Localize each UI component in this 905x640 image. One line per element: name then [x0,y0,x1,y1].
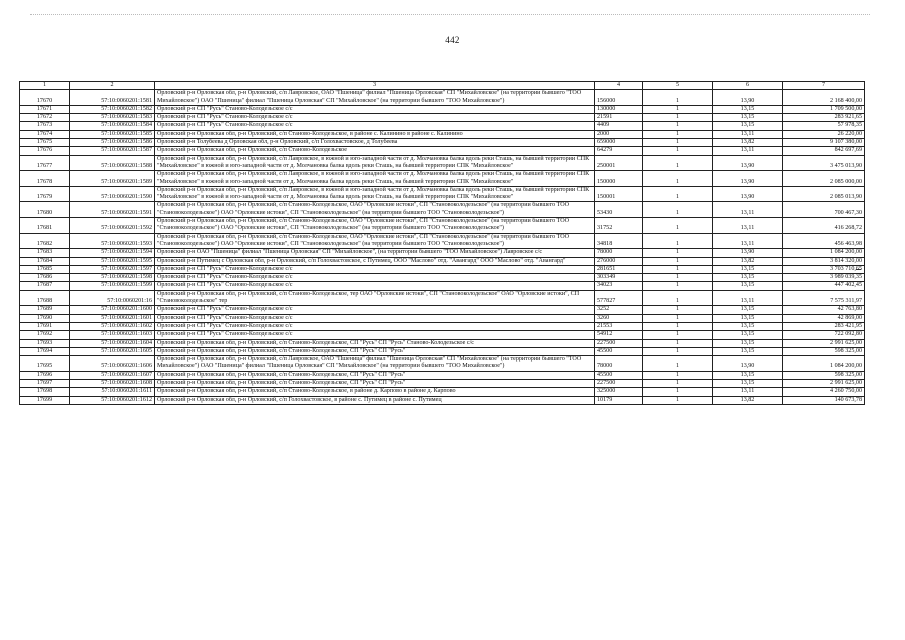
count-value: 1 [643,371,713,379]
location-description: Орловский р-н СП "Русь" Станово-Колодезьское с/с [155,274,595,282]
rate-value: 13,90 [713,249,783,257]
cadastral-number: 57:10:0060201:16 [70,290,155,306]
rate-value: 13,15 [713,322,783,330]
rate-value: 13,11 [713,388,783,396]
cost-value: 2 085 013,90 [783,186,865,202]
cost-value: 447 402,45 [783,282,865,290]
cadastral-number: 57:10:0060201:1601 [70,314,155,322]
area-value: 34818 [595,233,643,249]
rate-value: 13,15 [713,265,783,273]
cadastral-number: 57:10:0060201:1604 [70,339,155,347]
rate-value: 13,15 [713,347,783,355]
record-number: 17676 [20,147,70,155]
location-description: Орловский р-н Орловская обл, р-н Орловский, с/п Станово-Колодезьское, СП "Русь" СП "Русь" Станово-Колодезьское с/с [155,339,595,347]
record-number: 17690 [20,314,70,322]
location-description: Орловский р-н СП "Русь" Станово-Колодезьское с/с [155,314,595,322]
rate-value: 13,82 [713,396,783,404]
record-number: 17688 [20,290,70,306]
table-row [20,218,865,234]
table-row [20,306,865,314]
cadastral-number: 57:10:0060201:1587 [70,147,155,155]
area-value: 78000 [595,356,643,372]
record-number: 17675 [20,139,70,147]
record-number: 17685 [20,265,70,273]
table-row [20,147,865,155]
cost-value: 57 978,35 [783,122,865,130]
location-description: Орловский р-н СП "Русь" Станово-Колодезьское с/с [155,265,595,273]
column-header-4: 4 [595,82,643,90]
rate-value: 13,15 [713,331,783,339]
rate-value: 13,90 [713,186,783,202]
column-header-3: 3 [155,82,595,90]
area-value: 78000 [595,249,643,257]
area-value: 250001 [595,155,643,171]
count-value: 1 [643,347,713,355]
location-description: Орловский р-н ОАО "Пшеница" филиал "Пшеница Орловская" СП "Михайловское", (на территории бывшего "ТОО Михайловское") Лавровское с/с [155,249,595,257]
cost-value: 1 709 500,00 [783,105,865,113]
column-header-1: 1 [20,82,70,90]
cadastral-number: 57:10:0060201:1608 [70,379,155,387]
area-value: 276000 [595,257,643,265]
cadastral-number: 57:10:0060201:1592 [70,218,155,234]
cadastral-number: 57:10:0060201:1611 [70,388,155,396]
area-value: 54912 [595,331,643,339]
location-description: Орловский р-н Орловская обл, р-н Орловский, с/п Станово-Колодезьское, тер ОАО "Орловские истоки", СП "Становоколодезьское" ОАО "Орловские истоки", СП "Становоколодезьское" тер [155,290,595,306]
record-number: 17674 [20,130,70,138]
count-value: 1 [643,202,713,218]
count-value: 1 [643,282,713,290]
location-description: Орловский р-н Толубеева д Орловская обл, р-н Орловский, с/п Голохвастовское, д Толубеева [155,139,595,147]
scan-artifact-line [30,14,870,16]
count-value: 1 [643,114,713,122]
area-value: 45500 [595,347,643,355]
rate-value: 13,15 [713,314,783,322]
area-value: 3252 [595,306,643,314]
location-description: Орловский р-н Орловская обл, р-н Орловский, с/п Голохвастовское, в районе с. Путимец в районе с. Путимец [155,396,595,404]
area-value: 53430 [595,202,643,218]
record-number: 17670 [20,90,70,106]
cadastral-number: 57:10:0060201:1593 [70,233,155,249]
record-number: 17694 [20,347,70,355]
column-header-5: 5 [643,82,713,90]
record-number: 17680 [20,202,70,218]
rate-value: 13,15 [713,274,783,282]
cost-value: 722 092,80 [783,331,865,339]
table-row [20,388,865,396]
rate-value: 13,15 [713,379,783,387]
count-value: 1 [643,90,713,106]
record-number: 17679 [20,186,70,202]
count-value: 1 [643,388,713,396]
location-description: Орловский р-н Орловская обл, р-н Орловский, с/п Лавровское, ОАО "Пшеница" филиал "Пшеница Орловская" СП "Михайловское" (на территории бывшего "ТОО Михайловское") ОАО "Пшеница" филиал "Пшеница Орловская" СП "Михайловское" (на территории бывшего "ТОО Михайловское") [155,356,595,372]
table-row [20,331,865,339]
count-value: 1 [643,290,713,306]
cadastral-number: 57:10:0060201:1581 [70,90,155,106]
location-description: Орловский р-н СП "Русь" Станово-Колодезьское с/с [155,105,595,113]
area-value: 303349 [595,274,643,282]
cadastral-number: 57:10:0060201:1606 [70,356,155,372]
record-number: 17697 [20,379,70,387]
record-number: 17696 [20,371,70,379]
count-value: 1 [643,186,713,202]
record-number: 17687 [20,282,70,290]
cadastral-number: 57:10:0060201:1605 [70,347,155,355]
area-value: 325000 [595,388,643,396]
area-value: 150001 [595,186,643,202]
rate-value: 13,82 [713,257,783,265]
rate-value: 13,11 [713,130,783,138]
record-number: 17693 [20,339,70,347]
cadastral-number: 57:10:0060201:1598 [70,274,155,282]
location-description: Орловский р-н Путимец с Орловская обл, р-н Орловский, с/п Голохвастовское, с Путимец, ООО "Маслово" отд. "Авангард" ООО "Маслово" отд. "Авангард" [155,257,595,265]
cost-value: 2 168 400,00 [783,90,865,106]
table-row [20,356,865,372]
location-description: Орловский р-н Орловская обл, р-н Орловский, с/п Лавровское, ОАО "Пшеница" филиал "Пшеница Орловская" СП "Михайловское" (на территории бывшего "ТОО Михайловское") ОАО "Пшеница" филиал "Пшеница Орловская" СП "Михайловское" (на территории бывшего "ТОО Михайловское") [155,90,595,106]
cost-value: 7 575 311,97 [783,290,865,306]
table-row [20,105,865,113]
location-description: Орловский р-н Орловская обл, р-н Орловский, с/п Станово-Колодезьское, ОАО "Орловские истоки", СП "Становоколодезьское" (на территории бывшего ТОО "Становоколодезьское") ОАО "Орловские истоки", СП "Становоколодезьское" (на территории бывшего ТОО "Становоколодезьское") [155,233,595,249]
table-row [20,233,865,249]
table-row [20,290,865,306]
count-value: 1 [643,265,713,273]
cost-value: 283 421,95 [783,322,865,330]
location-description: Орловский р-н СП "Русь" Станово-Колодезьское с/с [155,282,595,290]
table-row [20,274,865,282]
record-number: 17692 [20,331,70,339]
count-value: 1 [643,314,713,322]
count-value: 1 [643,322,713,330]
location-description: Орловский р-н Орловская обл, р-н Орловский, с/п Станово-Колодезьское, СП "Русь" СП "Русь" [155,379,595,387]
record-number: 17672 [20,114,70,122]
cadastral-number: 57:10:0060201:1588 [70,155,155,171]
count-value: 1 [643,356,713,372]
area-value: 227500 [595,339,643,347]
cost-value: 456 463,98 [783,233,865,249]
location-description: Орловский р-н Орловская обл, р-н Орловский, с/п Станово-Колодезьское, СП "Русь" СП "Русь" [155,371,595,379]
cost-value: 3 475 013,90 [783,155,865,171]
cadastral-number: 57:10:0060201:1599 [70,282,155,290]
location-description: Орловский р-н Орловская обл, р-н Орловский, с/п Станово-Колодезьское, в районе д. Карпово в районе д. Карпово [155,388,595,396]
rate-value: 13,15 [713,114,783,122]
cost-value: 140 673,78 [783,396,865,404]
table-row [20,379,865,387]
area-value: 31752 [595,218,643,234]
record-number: 17678 [20,171,70,187]
rate-value: 13,15 [713,282,783,290]
rate-value: 13,15 [713,306,783,314]
cost-value: 3 703 710,65 [783,265,865,273]
area-value: 577827 [595,290,643,306]
count-value: 1 [643,122,713,130]
cost-value: 1 084 200,00 [783,356,865,372]
cost-value: 842 697,69 [783,147,865,155]
location-description: Орловский р-н СП "Русь" Станово-Колодезьское с/с [155,331,595,339]
cadastral-number: 57:10:0060201:1607 [70,371,155,379]
cost-value: 3 814 320,00 [783,257,865,265]
location-description: Орловский р-н Орловская обл, р-н Орловский, с/п Станово-Колодезьское, СП "Русь" СП "Русь" [155,347,595,355]
cost-value: 42 763,80 [783,306,865,314]
column-header-7: 7 [783,82,865,90]
cadastral-number: 57:10:0060201:1583 [70,114,155,122]
cadastral-number: 57:10:0060201:1595 [70,257,155,265]
table-row [20,139,865,147]
rate-value: 13,11 [713,218,783,234]
record-number: 17673 [20,122,70,130]
record-number: 17684 [20,257,70,265]
count-value: 1 [643,274,713,282]
rate-value: 13,11 [713,290,783,306]
count-value: 1 [643,339,713,347]
table-row [20,202,865,218]
cadastral-number: 57:10:0060201:1597 [70,265,155,273]
column-number-row [20,82,865,90]
table-row [20,122,865,130]
cadastral-number: 57:10:0060201:1589 [70,171,155,187]
area-value: 150000 [595,171,643,187]
record-number: 17686 [20,274,70,282]
page-number: 442 [445,35,460,45]
record-number: 17677 [20,155,70,171]
record-number: 17682 [20,233,70,249]
area-value: 21591 [595,114,643,122]
cost-value: 700 467,30 [783,202,865,218]
cost-value: 598 325,00 [783,371,865,379]
count-value: 1 [643,147,713,155]
cadastral-number: 57:10:0060201:1594 [70,249,155,257]
table-row [20,339,865,347]
table-row [20,171,865,187]
table-row [20,314,865,322]
count-value: 1 [643,233,713,249]
cost-value: 3 989 039,35 [783,274,865,282]
count-value: 1 [643,249,713,257]
record-number: 17695 [20,356,70,372]
location-description: Орловский р-н Орловская обл, р-н Орловский, с/п Лавровское, в южной и юго-западной части от д. Молчановка балка вдоль реки Сташь, на бывшей территории СПК "Михайловское" в южной и юго-западной части от д. Молчановка балка вдоль реки Сташь, на бывшей территории СПК "Михайловское" [155,186,595,202]
count-value: 1 [643,139,713,147]
cadastral-number: 57:10:0060201:1600 [70,306,155,314]
count-value: 1 [643,105,713,113]
count-value: 1 [643,306,713,314]
cadastral-number: 57:10:0060201:1603 [70,331,155,339]
rate-value: 13,11 [713,147,783,155]
count-value: 1 [643,218,713,234]
table-body [20,90,865,405]
cost-value: 416 268,72 [783,218,865,234]
record-number: 17681 [20,218,70,234]
record-number: 17699 [20,396,70,404]
rate-value: 13,11 [713,202,783,218]
cadastral-number: 57:10:0060201:1590 [70,186,155,202]
table-row [20,90,865,106]
column-header-2: 2 [70,82,155,90]
count-value: 1 [643,257,713,265]
area-value: 3260 [595,314,643,322]
rate-value: 13,90 [713,90,783,106]
location-description: Орловский р-н Орловская обл, р-н Орловский, с/п Станово-Колодезьское, в районе с. Калинино в районе с. Калинино [155,130,595,138]
location-description: Орловский р-н СП "Русь" Станово-Колодезьское с/с [155,322,595,330]
column-header-6: 6 [713,82,783,90]
cost-value: 283 921,65 [783,114,865,122]
rate-value: 13,15 [713,105,783,113]
record-number: 17689 [20,306,70,314]
count-value: 1 [643,155,713,171]
location-description: Орловский р-н Орловская обл, р-н Орловский, с/п Станово-Колодезьское, ОАО "Орловские истоки", СП "Становоколодезьское" (на территории бывшего ТОО "Становоколодезьское") ОАО "Орловские истоки", СП "Становоколодезьское" (на территории бывшего ТОО "Становоколодезьское") [155,218,595,234]
cadastral-number: 57:10:0060201:1585 [70,130,155,138]
rate-value: 13,15 [713,371,783,379]
rate-value: 13,82 [713,139,783,147]
area-value: 34023 [595,282,643,290]
table-row [20,114,865,122]
location-description: Орловский р-н Орловская обл, р-н Орловский, с/п Станово-Колодезьское, ОАО "Орловские истоки", СП "Становоколодезьское" (на территории бывшего ТОО "Становоколодезьское") ОАО "Орловские истоки", СП "Становоколодезьское" (на территории бывшего ТОО "Становоколодезьское") [155,202,595,218]
cadastral-number: 57:10:0060201:1586 [70,139,155,147]
record-number: 17671 [20,105,70,113]
count-value: 1 [643,396,713,404]
area-value: 21553 [595,322,643,330]
area-value: 64279 [595,147,643,155]
table-row [20,155,865,171]
rate-value: 13,15 [713,339,783,347]
area-value: 659000 [595,139,643,147]
record-number: 17691 [20,322,70,330]
location-description: Орловский р-н Орловская обл, р-н Орловский, с/п Лавровское, в южной и юго-западной части от д. Молчановка балка вдоль реки Сташь, на бывшей территории СПК "Михайловское" в южной и юго-западной части от д. Молчановка балка вдоль реки Сташь, на бывшей территории СПК "Михайловское" [155,155,595,171]
cadastral-number: 57:10:0060201:1602 [70,322,155,330]
cadastral-number: 57:10:0060201:1591 [70,202,155,218]
rate-value: 13,90 [713,155,783,171]
cost-value: 42 869,00 [783,314,865,322]
cadastral-number: 57:10:0060201:1584 [70,122,155,130]
rate-value: 13,11 [713,233,783,249]
location-description: Орловский р-н СП "Русь" Станово-Колодезьское с/с [155,122,595,130]
location-description: Орловский р-н СП "Русь" Станово-Колодезьское с/с [155,306,595,314]
location-description: Орловский р-н Орловская обл, р-н Орловский, с/п Станово-Колодезьское [155,147,595,155]
table-row [20,371,865,379]
cost-value: 2 085 000,00 [783,171,865,187]
location-description: Орловский р-н СП "Русь" Станово-Колодезьское с/с [155,114,595,122]
rate-value: 13,15 [713,122,783,130]
cost-value: 26 220,00 [783,130,865,138]
record-number: 17698 [20,388,70,396]
cost-value: 2 991 625,00 [783,379,865,387]
cost-value: 4 260 750,00 [783,388,865,396]
count-value: 1 [643,379,713,387]
area-value: 10179 [595,396,643,404]
table-header [20,82,865,90]
area-value: 130000 [595,105,643,113]
record-number: 17683 [20,249,70,257]
rate-value: 13,90 [713,171,783,187]
cadastral-number: 57:10:0060201:1582 [70,105,155,113]
table-row [20,396,865,404]
area-value: 156000 [595,90,643,106]
location-description: Орловский р-н Орловская обл, р-н Орловский, с/п Лавровское, в южной и юго-западной части от д. Молчановка балка вдоль реки Сташь, на бывшей территории СПК "Михайловское" в южной и юго-западной части от д. Молчановка балка вдоль реки Сташь, на бывшей территории СПК "Михайловское" [155,171,595,187]
table-row [20,282,865,290]
cost-value: 598 325,00 [783,347,865,355]
area-value: 2000 [595,130,643,138]
count-value: 1 [643,171,713,187]
table-row [20,322,865,330]
table-row [20,257,865,265]
registry-table [19,81,865,405]
area-value: 4409 [595,122,643,130]
area-value: 281651 [595,265,643,273]
cost-value: 9 107 380,00 [783,139,865,147]
count-value: 1 [643,331,713,339]
table-row [20,347,865,355]
cadastral-number: 57:10:0060201:1612 [70,396,155,404]
area-value: 45500 [595,371,643,379]
cost-value: 1 084 200,00 [783,249,865,257]
cost-value: 2 991 625,00 [783,339,865,347]
table-row [20,186,865,202]
area-value: 227500 [595,379,643,387]
rate-value: 13,90 [713,356,783,372]
count-value: 1 [643,130,713,138]
table-row [20,130,865,138]
table-row [20,265,865,273]
table-row [20,249,865,257]
